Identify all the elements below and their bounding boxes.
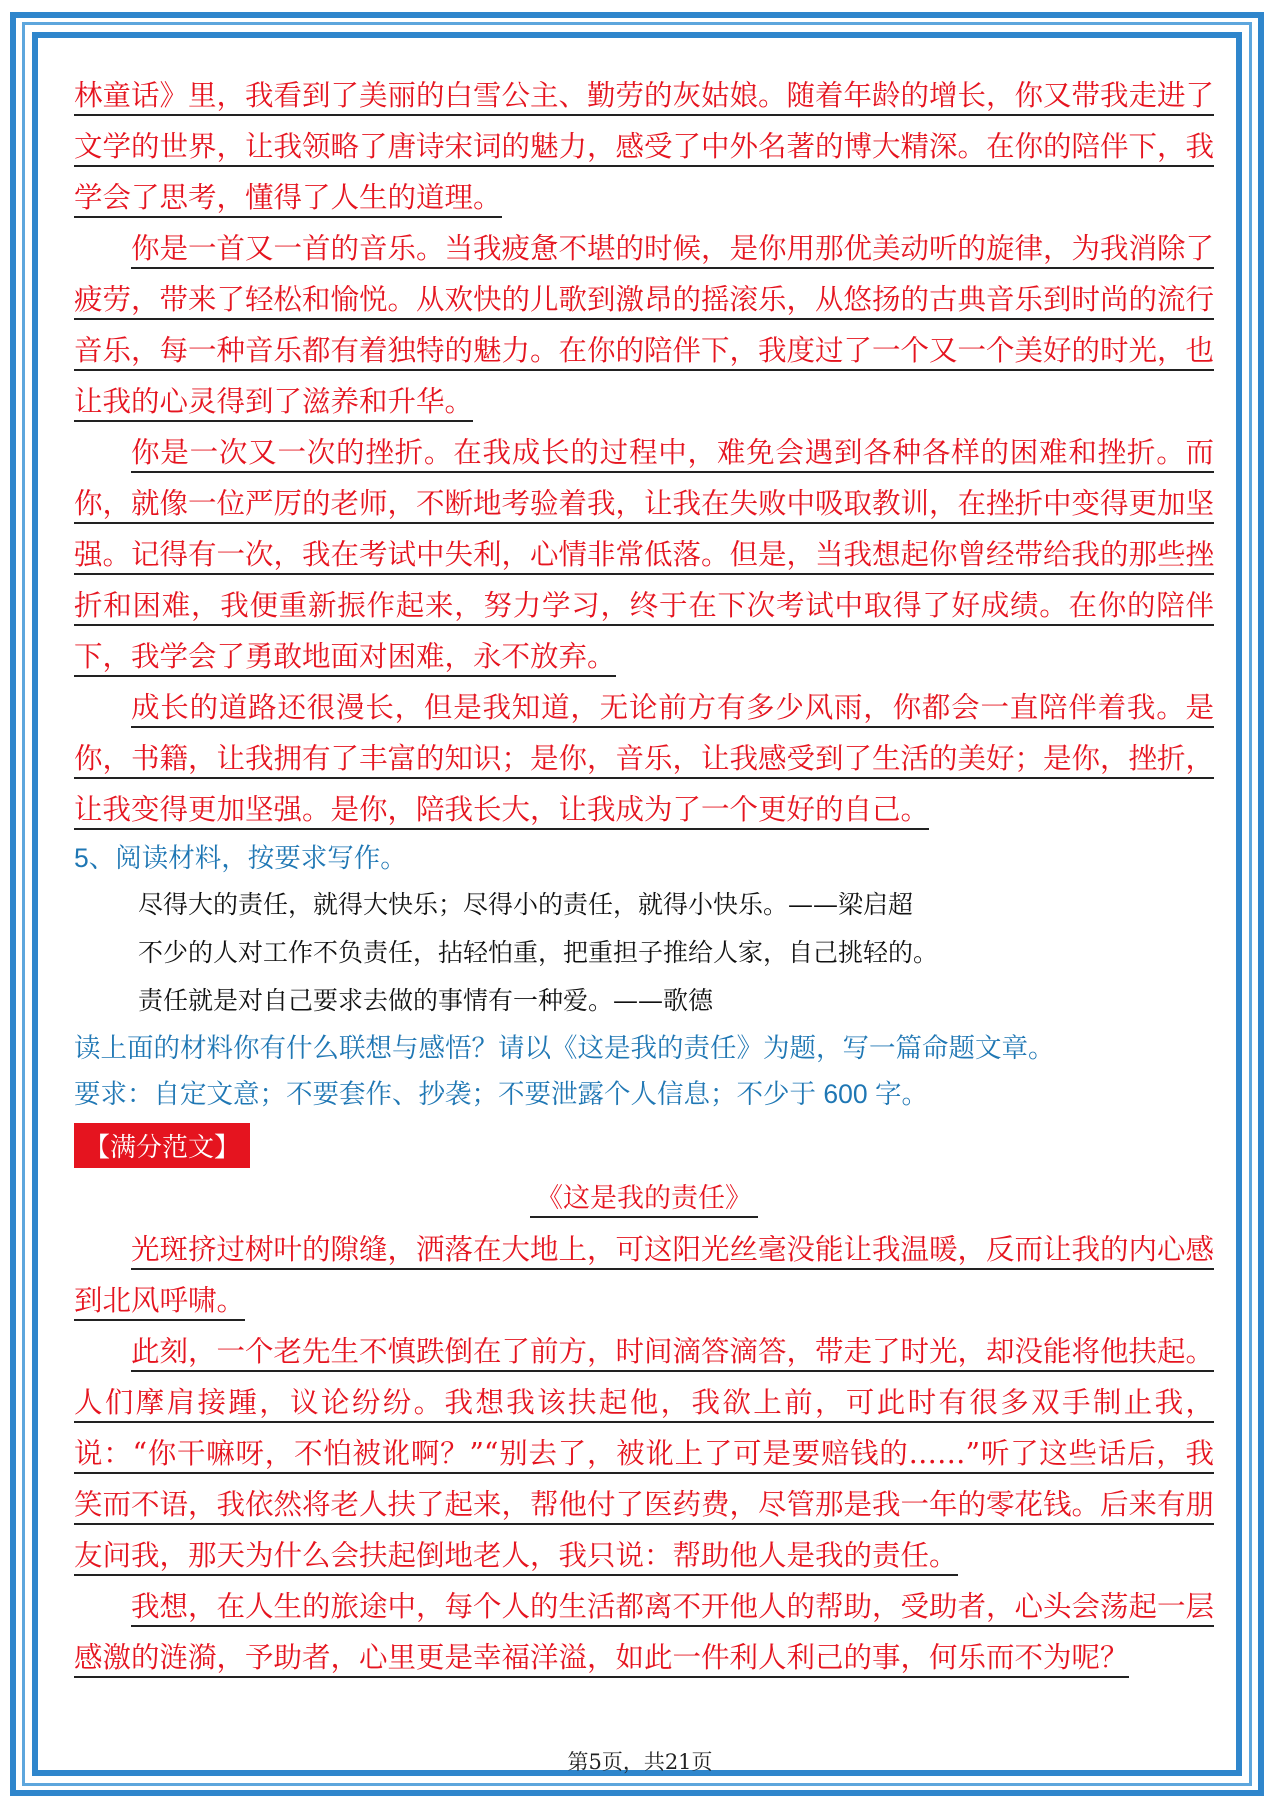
model-essay-paragraph-1: 光斑挤过树叶的隙缝，洒落在大地上，可这阳光丝毫没能让我温暖，反而让我的内心感到北风呼啸。 [74, 1224, 1214, 1326]
essay-paragraph-3: 你是一次又一次的挫折。在我成长的过程中，难免会遇到各种各样的困难和挫折。而你，就像一位严厉的老师，不断地考验着我，让我在失败中吸取教训，在挫折中变得更加坚强。记得有一次，我在考试中失利，心情非常低落。但是，当我想起你曾经带给我的那些挫折和困难，我便重新振作起来，努力学习，终于在下次考试中取得了好成绩。在你的陪伴下，我学会了勇敢地面对困难，永不放弃。 [74, 427, 1214, 682]
page-number: 第5页，共21页 [567, 1750, 713, 1774]
question-instruction: 读上面的材料你有什么联想与感悟？请以《这是我的责任》为题，写一篇命题文章。 [74, 1033, 1055, 1063]
question-requirement: 要求：自定文意；不要套作、抄袭；不要泄露个人信息；不少于 600 字。 [74, 1079, 928, 1109]
model-essay-paragraph-2: 此刻，一个老先生不慎跌倒在了前方，时间滴答滴答，带走了时光，却没能将他扶起。人们摩肩接踵，议论纷纷。我想我该扶起他，我欲上前，可此时有很多双手制止我，说：“你干嘛呀，不怕被讹啊？”“别去了，被讹上了可是要赔钱的……”听了这些话后，我笑而不语，我依然将老人扶了起来，帮他付了医药费，尽管那是我一年的零花钱。后来有朋友问我，那天为什么会扶起倒地老人，我只说：帮助他人是我的责任。 [74, 1326, 1214, 1581]
material-quote-3: 责任就是对自己要求去做的事情有一种爱。——歌德 [138, 986, 714, 1015]
material-quote-1: 尽得大的责任，就得大快乐；尽得小的责任，就得小快乐。——梁启超 [138, 890, 914, 919]
model-essay-badge: 【满分范文】 [74, 1123, 250, 1168]
question-heading: 5、阅读材料，按要求写作。 [74, 843, 407, 873]
essay-paragraph-2: 你是一首又一首的音乐。当我疲惫不堪的时候，是你用那优美动听的旋律，为我消除了疲劳，带来了轻松和愉悦。从欢快的儿歌到激昂的摇滚乐，从悠扬的古典音乐到时尚的流行音乐，每一种音乐都有着独特的魅力。在你的陪伴下，我度过了一个又一个美好的时光，也让我的心灵得到了滋养和升华。 [74, 223, 1214, 427]
essay-paragraph-4: 成长的道路还很漫长，但是我知道，无论前方有多少风雨，你都会一直陪伴着我。是你，书籍，让我拥有了丰富的知识；是你，音乐，让我感受到了生活的美好；是你，挫折，让我变得更加坚强。是你，陪我长大，让我成为了一个更好的自己。 [74, 682, 1214, 835]
page-content [74, 70, 1214, 1683]
essay-title: 《这是我的责任》 [74, 1174, 1214, 1224]
model-essay-paragraph-3: 我想，在人生的旅途中，每个人的生活都离不开他人的帮助，受助者，心头会荡起一层感激的涟漪，予助者，心里更是幸福洋溢，如此一件利人利己的事，何乐而不为呢？ [74, 1581, 1214, 1683]
material-quote-2: 不少的人对工作不负责任，拈轻怕重，把重担子推给人家，自己挑轻的。 [138, 938, 939, 967]
essay-paragraph-1: 林童话》里，我看到了美丽的白雪公主、勤劳的灰姑娘。随着年龄的增长，你又带我走进了文学的世界，让我领略了唐诗宋词的魅力，感受了中外名著的博大精深。在你的陪伴下，我学会了思考，懂得了人生的道理。 [74, 70, 1214, 223]
